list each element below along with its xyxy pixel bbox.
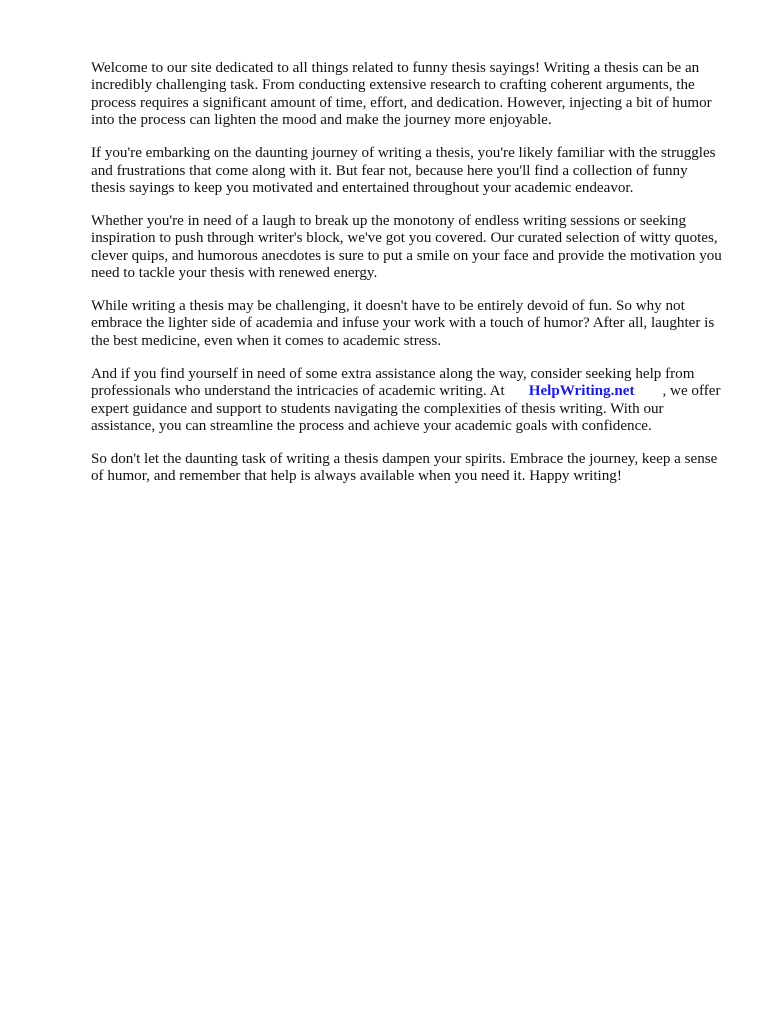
paragraph-closing: So don't let the daunting task of writing a thesis dampen your spirits. Embrace the journey, keep a sense of humor, and remember that help is always available when you need it. Happy writing! — [91, 450, 718, 485]
helpwriting-link[interactable]: HelpWriting.net — [528, 383, 635, 400]
document-body — [91, 60, 723, 501]
paragraph-assistance — [91, 366, 723, 436]
assistance-text-after: , we offer expert guidance and support to students navigating the complexities of thesis writing. With our assistance, you can streamline the process and achieve your academic goals with confidence. — [91, 383, 721, 434]
paragraph-laugh: Whether you're in need of a laugh to break up the monotony of endless writing sessions or seeking inspiration to push through writer's block, we've got you covered. Our curated selection of witty quotes, clever quips, and humorous anecdotes is sure to put a smile on your face and provide the motivation you need to tackle your thesis with renewed energy. — [91, 212, 722, 282]
paragraph-intro: Welcome to our site dedicated to all things related to funny thesis sayings! Writing a thesis can be an incredibly challenging task. From conducting extensive research to crafting coherent arguments, the process requires a significant amount of time, effort, and dedication. However, injecting a bit of humor into the process can lighten the mood and make the journey more enjoyable. — [91, 60, 712, 129]
assistance-text-before: And if you find yourself in need of some extra assistance along the way, consider seeking help from professionals who understand the intricacies of academic writing. At — [91, 365, 695, 400]
paragraph-fun: While writing a thesis may be challenging, it doesn't have to be entirely devoid of fun. So why not embrace the lighter side of academia and infuse your work with a touch of humor? After all, laughter is the best medicine, even when it comes to academic stress. — [91, 297, 715, 349]
paragraph-journey: If you're embarking on the daunting journey of writing a thesis, you're likely familiar with the struggles and frustrations that come along with it. But fear not, because here you'll find a collection of funny thesis sayings to keep you motivated and entertained throughout your academic endeavor. — [91, 145, 716, 196]
